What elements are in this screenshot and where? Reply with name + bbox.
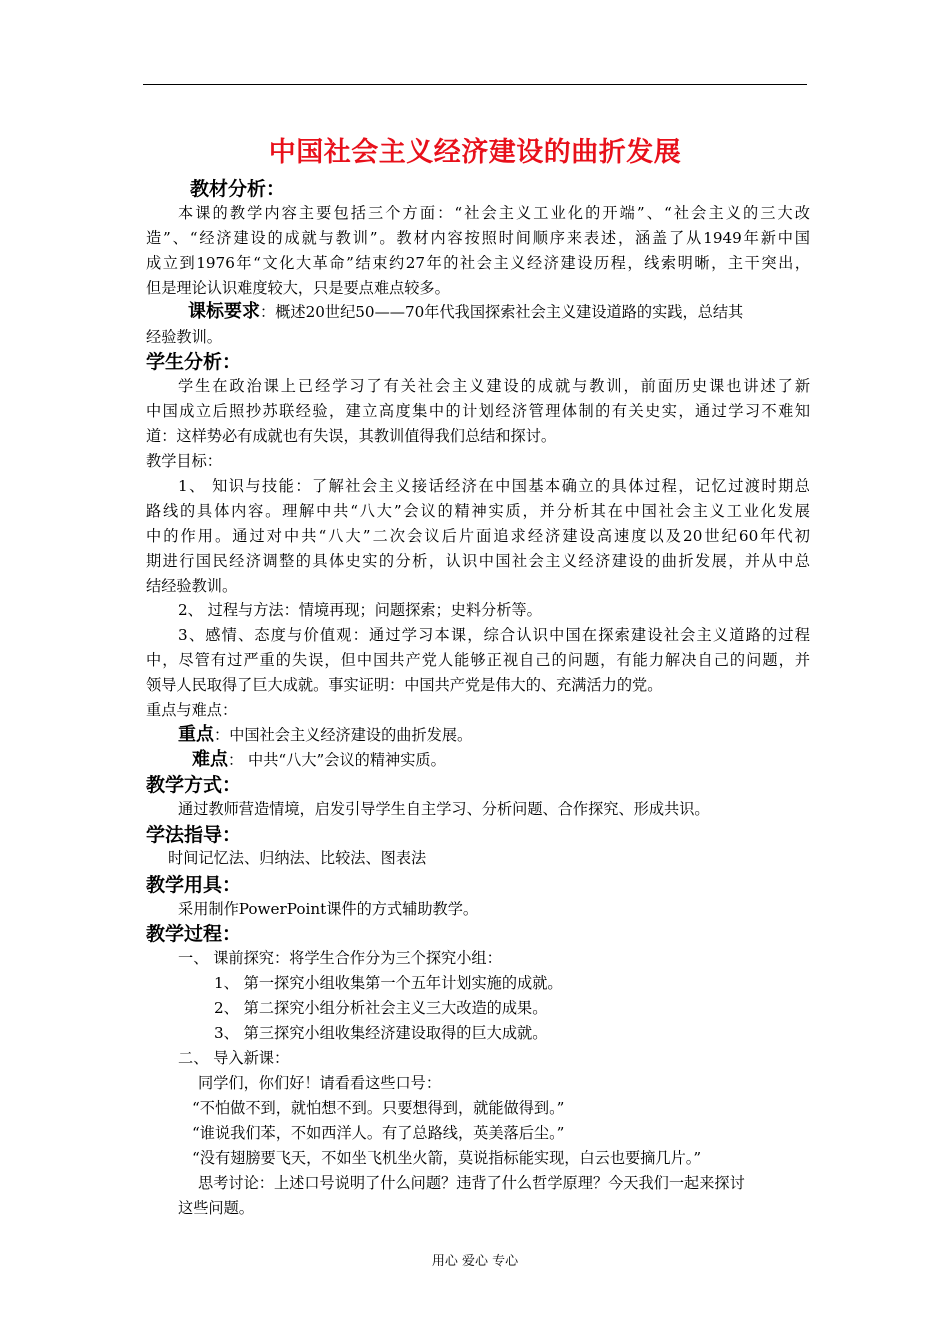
page-footer: 用心 爱心 专心 (431, 1254, 519, 1269)
mubiao-item-3 (146, 623, 810, 698)
slogan-1: “不怕做不到，就怕想不到。只要想得到，就能做得到。” (192, 1099, 565, 1117)
nandian-label: 难点 (192, 749, 228, 770)
header-rule (143, 84, 807, 85)
zhongdian-text: ：中国社会主义经济建设的曲折发展。 (214, 726, 473, 744)
mubiao-item-1 (146, 474, 810, 599)
xuesheng-line-3: 道：这样势必有成就也有失误，其教训值得我们总结和探讨。 (146, 427, 557, 445)
jiaocai-line-1: 本课的教学内容主要包括三个方面：“社会主义工业化的开端”、“社会主义的三大改 (178, 204, 810, 222)
jiaocai-heading: 教材分析： (190, 178, 286, 200)
yongju-text: 采用制作PowerPoint课件的方式辅助教学。 (178, 900, 479, 918)
jiaocai-paragraph (146, 201, 810, 301)
kebiao-paragraph (146, 299, 810, 350)
mubiao-item1-line-4: 期进行国民经济调整的具体史实的分析，认识中国社会主义经济建设的曲折发展，并从中总 (146, 552, 810, 570)
mubiao-item3-line-2: 中，尽管有过严重的失误，但中国共产党人能够正视自己的问题，有能力解决自己的问题，并 (146, 651, 810, 669)
zhongdian-line (178, 722, 472, 748)
xuesheng-paragraph (146, 374, 810, 449)
kebiao-line-2: 经验教训。 (146, 328, 222, 346)
group-item-2: 2、 第二探究小组分析社会主义三大改造的成果。 (214, 999, 548, 1017)
mubiao-item1-line-2: 路线的具体内容。理解中共“八大”会议的精神实质，并分析其在中国社会主义工业化发展 (146, 502, 810, 520)
mubiao-item1-line-5: 结经验教训。 (146, 577, 238, 595)
kebiao-line-1: ：概述20世纪50——70年代我国探索社会主义建设道路的实践，总结其 (260, 303, 744, 321)
yongju-heading: 教学用具： (146, 874, 242, 896)
mubiao-item3-line-1: 3、感情、态度与价值观：通过学习本课，综合认识中国在探索建设社会主义道路的过程 (178, 626, 810, 644)
xuesheng-line-2: 中国成立后照抄苏联经验，建立高度集中的计划经济管理体制的有关史实，通过学习不难知 (146, 402, 810, 420)
group-item-3: 3、 第三探究小组收集经济建设取得的巨大成就。 (214, 1024, 548, 1042)
guocheng-step-1: 一、 课前探究：将学生合作分为三个探究小组： (178, 949, 502, 967)
nandian-line (192, 747, 446, 773)
greeting-text: 同学们，你们好！请看看这些口号： (198, 1074, 441, 1092)
mubiao-item-2: 2、 过程与方法：情境再现；问题探索；史料分析等。 (178, 601, 542, 619)
jiaocai-line-2: 造”、“经济建设的成就与教训”。教材内容按照时间顺序来表述，涵盖了从1949年新中国 (146, 229, 810, 247)
mubiao-item1-line-1: 1、 知识与技能：了解社会主义接话经济在中国基本确立的具体过程，记忆过渡时期总 (178, 477, 810, 495)
guocheng-step-2: 二、 导入新课： (178, 1049, 290, 1067)
discussion-line-2: 这些问题。 (178, 1199, 254, 1217)
zhongdian-label: 重点 (178, 724, 214, 745)
xuefa-text: 时间记忆法、归纳法、比较法、图表法 (168, 849, 427, 867)
xuesheng-heading: 学生分析： (146, 351, 242, 373)
kebiao-heading: 课标要求 (188, 301, 260, 322)
fangshi-text: 通过教师营造情境，启发引导学生自主学习、分析问题、合作探究、形成共识。 (178, 800, 710, 818)
jiaocai-line-3: 成立到1976年“文化大革命”结束约27年的社会主义经济建设历程，线索明晰，主干突出， (146, 254, 810, 272)
nandian-text: ： 中共“八大”会议的精神实质。 (228, 751, 446, 769)
xuefa-heading: 学法指导： (146, 824, 242, 846)
zhongnan-heading: 重点与难点： (146, 701, 238, 719)
mubiao-item1-line-3: 中的作用。通过对中共“八大”二次会议后片面追求经济建设高速度以及20世纪60年代初 (146, 527, 810, 545)
mubiao-item3-line-3: 领导人民取得了巨大成就。事实证明：中国共产党是伟大的、充满活力的党。 (146, 676, 663, 694)
group-item-1: 1、 第一探究小组收集第一个五年计划实施的成就。 (214, 974, 563, 992)
slogan-2: “谁说我们苯，不如西洋人。有了总路线，英美落后尘。” (192, 1124, 565, 1142)
jiaocai-line-4: 但是理论认识难度较大，只是要点难点较多。 (146, 279, 450, 297)
guocheng-heading: 教学过程： (146, 923, 242, 945)
fangshi-heading: 教学方式： (146, 774, 242, 796)
xuesheng-line-1: 学生在政治课上已经学习了有关社会主义建设的成就与教训，前面历史课也讲述了新 (178, 377, 810, 395)
document-title: 中国社会主义经济建设的曲折发展 (268, 137, 682, 168)
slogan-3: “没有翅膀要飞天，不如坐飞机坐火箭，莫说指标能实现，白云也要摘几片。” (192, 1149, 702, 1167)
discussion-line-1: 思考讨论：上述口号说明了什么问题？违背了什么哲学原理？今天我们一起来探讨 (198, 1174, 745, 1192)
mubiao-heading: 教学目标： (146, 452, 222, 470)
